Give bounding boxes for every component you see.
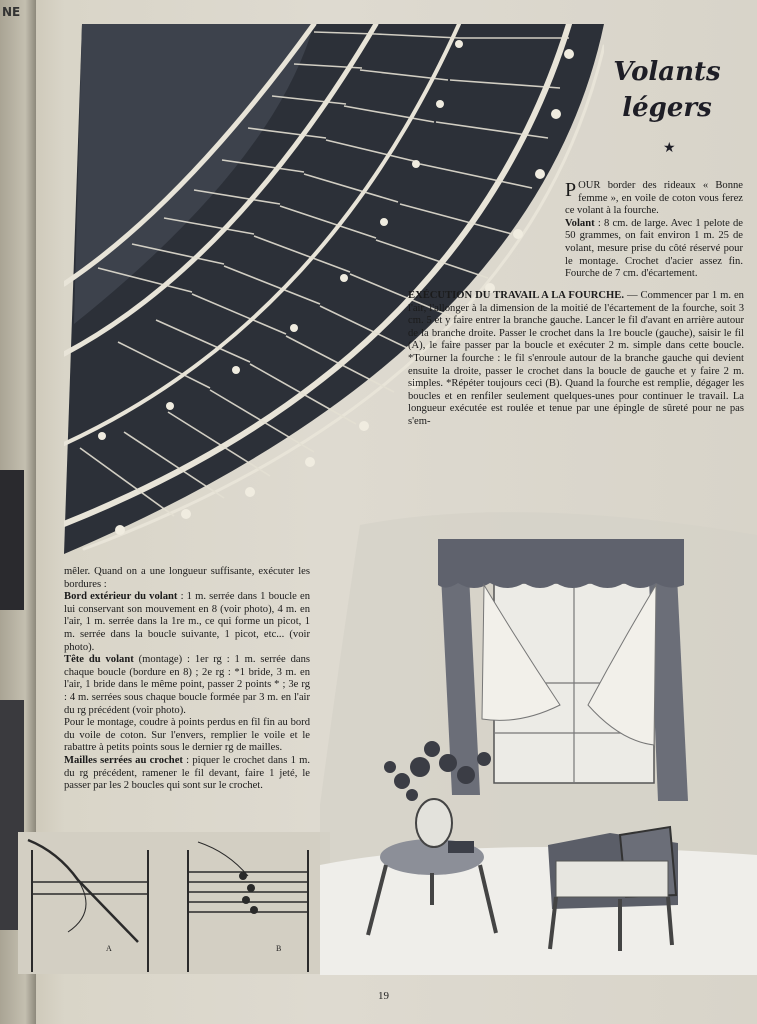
diagram-label-a: A [106,944,112,953]
border-outer-text: : 1 m. serrée dans 1 boucle en lui conservant son mouvement en 8 (voir photo), 4 m. en l'air, 1 m. serrée dans la 1re m., ce qui forme un picot, 1 m. serrée dans la boucle suivante, 1 picot, etc... (voir photo). [64,591,310,653]
border-outer-label: Bord extérieur du volant [64,591,178,603]
title-line-1: Volants [613,57,721,87]
lace-ruffle-photo [64,24,604,554]
stitch-text: : piquer le crochet dans 1 m. du rg précédent, ramener le fil devant, faire 1 jeté, le passer par les 2 boucles qui sont sur le crochet. [64,754,310,792]
technique-diagram [18,832,330,974]
article-title [592,54,742,126]
execution-column [408,290,744,429]
fork-diagram-drawing [18,832,330,974]
previous-page-image [0,470,24,610]
star-ornament: ★ [663,140,676,156]
previous-page-title-fragment: NE [2,5,21,19]
execution-text: — Commencer par 1 m. en l'air, l'allonger à la dimension de la moitié de l'écartement de la fourche, soit 3 cm. 5 et y faire entrer la branche gauche. Lancer le fil d'avant en arrière autour de la branche droite. Passer le crochet dans la 1re boucle (gauche), saisir le fil (A), le faire passer par la boucle et exécuter 2 m. simple dans cette boucle. *Tourner la fourche : le fil s'enroule autour de la branche gauche qui devient ensuite la droite, passer le crochet dans la boucle de gauche et y faire 2 m. simples. *Répéter toujours ceci (B). Quand la fourche est remplie, dégager les boucles et en renfiler seulement quelques-unes pour continuer le travail. La longueur exécutée est roulée et tenue par une épingle de sûreté pour ne pas s'em- [408,290,744,427]
head-label: Tête du volant [64,654,134,666]
title-line-2: légers [622,93,712,123]
instructions-column [64,566,310,793]
materials-label: Volant [565,217,595,229]
continuation-text: mêler. Quand on a une longueur suffisante, exécuter les bordures : [64,566,310,590]
head-text: (montage) : 1er rg : 1 m. serrée dans chaque boucle (bordure en 8) ; 2e rg : *1 bride, 3 m. en l'air, 1 bride dans le même point, passer 2 points * ; 3e rg : 4 m. serrées sous chaque boucle formée par 3 m. en l'air du rg précédent (voir photo). [64,654,310,716]
previous-page-text [2,4,32,20]
stitch-label: Mailles serrées au crochet [64,754,183,766]
curtain-interior-illustration [320,505,757,975]
mounting-text: Pour le montage, coudre à points perdus en fil fin au bord du voile de coton. Sur l'envers, remplier le voile et le rabattre à petits points sous le dernier rg de mailles. [64,717,310,754]
materials-text: : 8 cm. de large. Avec 1 pelote de 50 grammes, on fait environ 1 m. 25 de volant, mesure prise du côté réservé pour le montage. Crochet d'acier assez fin. Fourche de 7 cm. d'écartement. [565,217,743,280]
drop-cap: P [565,179,577,201]
execution-label: EXÉCUTION DU TRAVAIL A LA FOURCHE. [408,290,624,301]
page-number: 19 [378,990,389,1002]
intro-text: OUR border des rideaux « Bonne femme », en voile de coton vous ferez ce volant à la fourche. [565,180,743,217]
intro-column [565,180,743,281]
diagram-label-b: B [276,944,282,953]
